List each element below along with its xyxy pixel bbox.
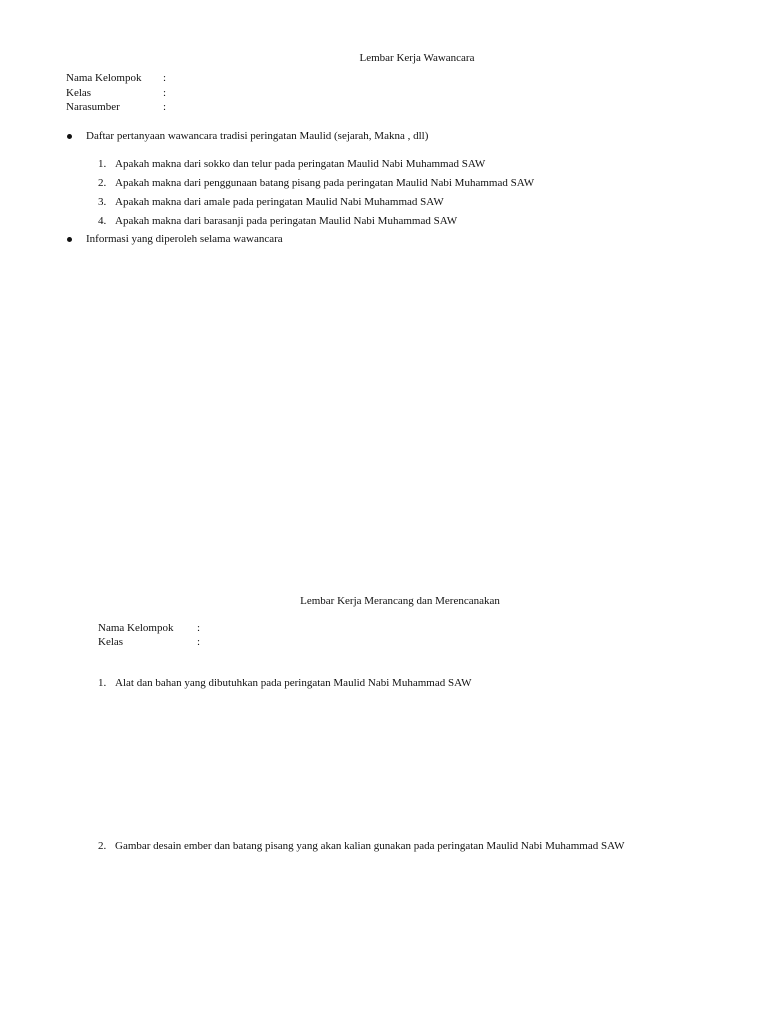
question-number: 1. xyxy=(98,158,107,170)
bullet-icon xyxy=(67,237,72,242)
bullet-icon xyxy=(67,134,72,139)
field-separator: : xyxy=(197,622,201,634)
question-text: Apakah makna dari amale pada peringatan Maulid Nabi Muhammad SAW xyxy=(115,196,444,208)
field-label-kelas: Kelas xyxy=(66,87,92,99)
field-separator: : xyxy=(197,636,201,648)
field-label-nama-kelompok: Nama Kelompok xyxy=(66,72,142,84)
item-text: Alat dan bahan yang dibutuhkan pada peringatan Maulid Nabi Muhammad SAW xyxy=(115,677,472,689)
question-number: 2. xyxy=(98,177,107,189)
field-separator: : xyxy=(163,101,167,113)
question-text: Apakah makna dari penggunaan batang pisang pada peringatan Maulid Nabi Muhammad SAW xyxy=(115,177,535,189)
question-number: 3. xyxy=(98,196,107,208)
field-separator: : xyxy=(163,87,167,99)
question-text: Apakah makna dari sokko dan telur pada peringatan Maulid Nabi Muhammad SAW xyxy=(115,158,486,170)
item-number: 1. xyxy=(98,677,107,689)
field-label-kelas: Kelas xyxy=(98,636,124,648)
question-text: Apakah makna dari barasanji pada peringatan Maulid Nabi Muhammad SAW xyxy=(115,215,458,227)
worksheet1-title: Lembar Kerja Wawancara xyxy=(359,52,475,64)
bullet-question-list: Daftar pertanyaan wawancara tradisi peringatan Maulid (sejarah, Makna , dll) xyxy=(86,130,429,142)
worksheet2-title: Lembar Kerja Merancang dan Merencanakan xyxy=(300,595,500,607)
bullet-information: Informasi yang diperoleh selama wawancara xyxy=(86,233,283,245)
item-text: Gambar desain ember dan batang pisang yang akan kalian gunakan pada peringatan Maulid Nabi Muhammad SAW xyxy=(115,840,625,852)
field-label-narasumber: Narasumber xyxy=(66,101,120,113)
question-number: 4. xyxy=(98,215,107,227)
field-label-nama-kelompok: Nama Kelompok xyxy=(98,622,174,634)
field-separator: : xyxy=(163,72,167,84)
item-number: 2. xyxy=(98,840,107,852)
